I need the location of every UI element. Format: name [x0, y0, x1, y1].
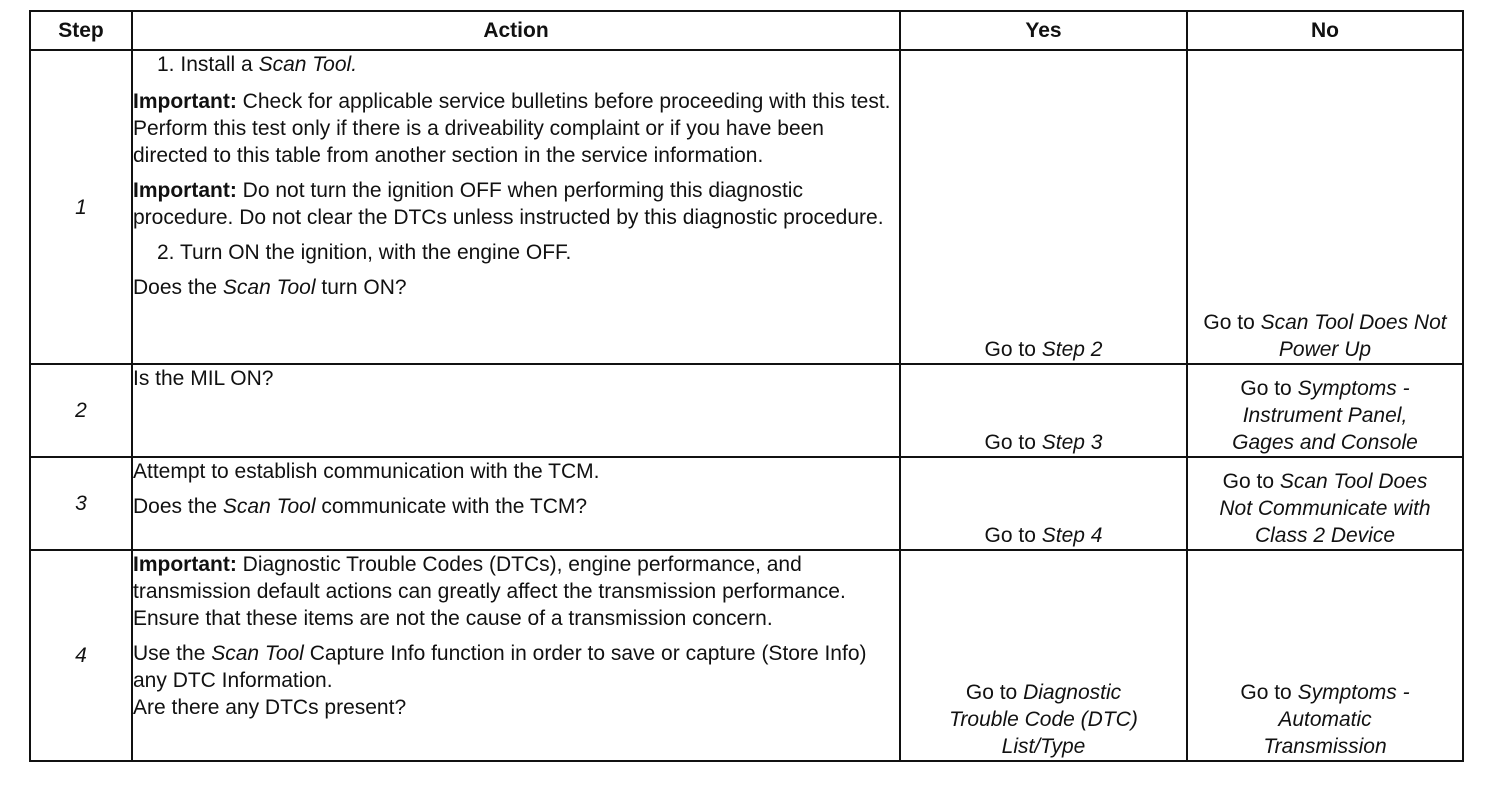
diagnostic-table [29, 10, 1464, 762]
action-step: 2. Turn ON the ignition, with the engine OFF. [157, 241, 572, 264]
section-link[interactable]: Instrument Panel, [1242, 404, 1408, 427]
section-link[interactable]: Class 2 Device [1254, 524, 1396, 547]
step-number: 1 [30, 50, 132, 364]
no-cell: Go to Scan Tool Does Not Power Up [1187, 50, 1463, 364]
important-note: Important: Check for applicable service bulletins before proceeding with this test. Perform this test only if there is a driveability complaint or if you have been directed to this table from another section in the service information. [133, 90, 891, 167]
section-link[interactable]: Gages and Console [1232, 431, 1418, 454]
section-link[interactable]: Trouble Code (DTC) [949, 708, 1138, 731]
step-number: 2 [30, 364, 132, 457]
header-step: Step [30, 11, 132, 50]
no-cell: Go to Scan Tool Does Not Communicate with Class 2 Device [1187, 457, 1463, 550]
table-row [30, 364, 1463, 457]
step-number: 4 [30, 550, 132, 761]
no-cell: Go to Symptoms - Automatic Transmission [1187, 550, 1463, 761]
section-link[interactable]: Automatic [1278, 708, 1372, 731]
section-link[interactable]: Diagnostic [1023, 681, 1122, 704]
section-link[interactable]: List/Type [1001, 735, 1086, 758]
action-step: 1. Install a Scan Tool. [157, 53, 358, 76]
table-row [30, 50, 1463, 364]
action-cell [132, 457, 900, 550]
yes-cell: Go to Step 3 [900, 364, 1187, 457]
section-link[interactable]: Scan Tool Does Not Power Up [1260, 311, 1447, 361]
step-link[interactable]: Step 3 [1041, 431, 1103, 454]
section-link[interactable]: Not Communicate with [1219, 497, 1431, 520]
action-question: Does the Scan Tool communicate with the TCM? [133, 495, 588, 518]
header-yes: Yes [900, 11, 1187, 50]
step-link[interactable]: Step 4 [1041, 524, 1103, 547]
action-cell [132, 550, 900, 761]
header-no: No [1187, 11, 1463, 50]
yes-cell: Go to Step 2 [900, 50, 1187, 364]
important-note: Important: Do not turn the ignition OFF when performing this diagnostic procedure. Do not clear the DTCs unless instructed by this diagnostic procedure. [133, 179, 884, 229]
yes-cell: Go to Step 4 [900, 457, 1187, 550]
action-text: Attempt to establish communication with the TCM. [133, 460, 600, 483]
header-row [30, 11, 1463, 50]
header-action: Action [132, 11, 900, 50]
step-link[interactable]: Step 2 [1041, 338, 1103, 361]
action-question: Are there any DTCs present? [133, 696, 407, 719]
action-cell [132, 50, 900, 364]
action-cell [132, 364, 900, 457]
section-link[interactable]: Scan Tool Does [1279, 470, 1428, 493]
yes-cell: Go to Diagnostic Trouble Code (DTC) List/Type [900, 550, 1187, 761]
action-question: Is the MIL ON? [133, 367, 274, 390]
table-row [30, 550, 1463, 761]
action-question: Does the Scan Tool turn ON? [133, 276, 407, 299]
table-row [30, 457, 1463, 550]
action-text: Use the Scan Tool Capture Info function in order to save or capture (Store Info) any DTC Information. [133, 642, 867, 692]
section-link[interactable]: Symptoms - [1297, 377, 1410, 400]
step-number: 3 [30, 457, 132, 550]
section-link[interactable]: Transmission [1263, 735, 1387, 758]
section-link[interactable]: Symptoms - [1297, 681, 1410, 704]
important-note: Important: Diagnostic Trouble Codes (DTCs), engine performance, and transmission default actions can greatly affect the transmission performance. Ensure that these items are not the cause of a transmission concern. [133, 553, 846, 630]
no-cell: Go to Symptoms - Instrument Panel, Gages and Console [1187, 364, 1463, 457]
